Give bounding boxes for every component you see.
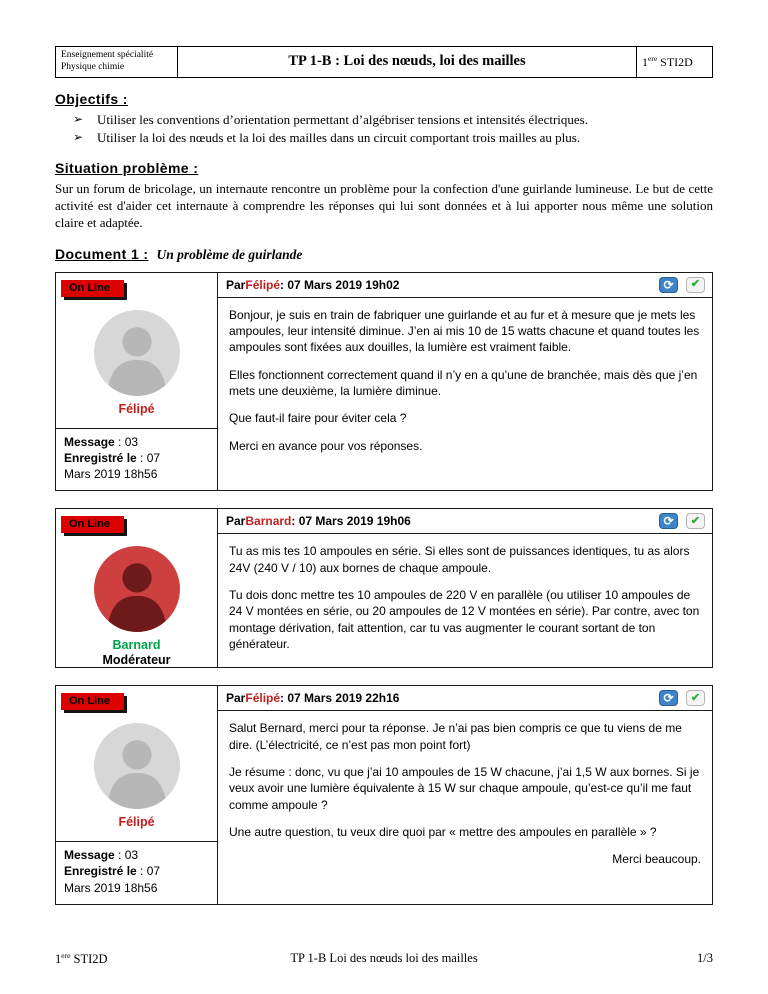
check-icon[interactable]: ✔ <box>686 690 705 706</box>
post-header-par: Par <box>226 691 246 706</box>
forum-post <box>55 508 713 668</box>
member-info <box>56 841 217 904</box>
post-header <box>218 509 712 534</box>
forum-post <box>55 685 713 905</box>
registered-label: Enregistré le <box>64 450 137 465</box>
registered-value: : 07 <box>136 864 161 879</box>
post-paragraph: Tu as mis tes 10 ampoules en série. Si elles sont de puissances identiques, tu as alors 24V (240 V / 10) aux bornes de chaque ampoule. <box>229 544 690 575</box>
forum-post <box>55 272 713 492</box>
footer-class-number: 1 <box>55 952 62 966</box>
page-footer <box>55 951 713 967</box>
member-registered-date: Mars 2019 18h56 <box>64 880 158 895</box>
post-body <box>218 298 712 466</box>
post-content-column <box>218 509 712 667</box>
post-header-par: Par <box>226 277 246 292</box>
member-role: Modérateur <box>102 653 171 668</box>
member-name: Félipé <box>118 401 155 416</box>
online-status-row <box>56 686 217 710</box>
header-class-level <box>636 47 712 77</box>
member-name: Félipé <box>118 815 155 830</box>
post-paragraph: Une autre question, tu veux dire quoi par « mettre des ampoules en parallèle » ? <box>229 824 657 839</box>
member-registered <box>64 863 209 879</box>
objectif-text: Utiliser la loi des nœuds et la loi des mailles dans un circuit comportant trois mailles au plus. <box>97 130 581 146</box>
class-ordinal: ere <box>648 54 658 63</box>
document1-subtitle: Un problème de guirlande <box>156 246 303 262</box>
speciality-line1: Enseignement spécialité <box>61 50 154 60</box>
class-number: 1 <box>642 55 648 69</box>
refresh-icon[interactable]: ⟳ <box>659 690 678 706</box>
member-info <box>56 428 217 491</box>
registered-value: : 07 <box>136 450 161 465</box>
post-header-date: : 07 Mars 2019 22h16 <box>280 691 400 706</box>
objectif-item <box>73 111 713 129</box>
page-title: TP 1-B : Loi des nœuds, loi des mailles <box>288 53 526 69</box>
check-icon[interactable]: ✔ <box>686 513 705 529</box>
online-status-badge: On Line <box>61 280 124 297</box>
post-content-column <box>218 686 712 904</box>
online-status-row <box>56 273 217 297</box>
post-member-column <box>56 273 218 491</box>
bullet-arrow-icon: ➢ <box>73 130 84 145</box>
post-author-name: Barnard <box>245 514 292 529</box>
message-value: : 03 <box>114 848 139 863</box>
post-paragraph: Tu dois donc mettre tes 10 ampoules de 220 V en parallèle (ou utiliser 10 ampoules de 24 V montées en série, ou 20 ampoules de 12 V montées en série). Par contre, avec ton montage dérivation, fait attention, car tu vas augmenter le courant sortant de ton générateur. <box>229 587 700 651</box>
post-header <box>218 273 712 298</box>
post-paragraph: Que faut-il faire pour éviter cela ? <box>229 411 407 426</box>
refresh-icon[interactable]: ⟳ <box>659 513 678 529</box>
post-paragraph: Bonjour, je suis en train de fabriquer une guirlande et au fur et à mesure que je mets les ampoules, leur intensité diminue. J’en ai mis 10 de 15 watts chacune et quand toutes les ampoules sont fixées aux douilles, la lumière est vraiment faible. <box>229 307 700 355</box>
person-silhouette-icon <box>94 723 180 809</box>
post-paragraph: Salut Bernard, merci pour ta réponse. Je n’ai pas bien compris ce que tu viens de me dire. (L’électricité, ce n’est pas mon point fort) <box>229 721 682 752</box>
post-paragraph: Merci en avance pour vos réponses. <box>229 438 423 453</box>
avatar <box>94 310 180 396</box>
online-status-badge: On Line <box>61 693 124 710</box>
member-registered <box>64 450 209 466</box>
class-name: STI2D <box>657 55 693 69</box>
member-message-count <box>64 434 209 450</box>
post-content-column <box>218 273 712 491</box>
header-speciality <box>56 47 178 77</box>
registered-label: Enregistré le <box>64 864 137 879</box>
footer-title: TP 1-B Loi des nœuds loi des mailles <box>290 950 478 965</box>
post-author-name: Félipé <box>245 691 281 706</box>
objectif-text: Utiliser les conventions d’orientation permettant d’algébriser tensions et intensités électriques. <box>97 111 588 127</box>
post-header <box>218 686 712 711</box>
document-header <box>55 46 713 78</box>
document1-heading: Document 1 : <box>55 245 149 262</box>
footer-class-level <box>55 951 175 967</box>
objectifs-heading: Objectifs : <box>55 90 128 107</box>
avatar <box>94 723 180 809</box>
bullet-arrow-icon: ➢ <box>73 111 84 126</box>
situation-heading: Situation problème : <box>55 159 199 176</box>
avatar <box>94 546 180 632</box>
post-header-par: Par <box>226 514 246 529</box>
person-silhouette-icon <box>94 546 180 632</box>
refresh-icon[interactable]: ⟳ <box>659 277 678 293</box>
post-author-name: Félipé <box>245 277 281 292</box>
post-body <box>218 534 712 664</box>
footer-class-name: STI2D <box>70 952 108 966</box>
check-icon[interactable]: ✔ <box>686 277 705 293</box>
message-label: Message <box>64 434 115 449</box>
post-header-date: : 07 Mars 2019 19h02 <box>280 277 400 292</box>
footer-class-ordinal: ere <box>61 950 71 960</box>
member-name: Barnard <box>112 638 161 653</box>
post-member-column <box>56 686 218 904</box>
post-paragraph: Je résume : donc, vu que j’ai 10 ampoules de 15 W chacune, j’ai 1,5 W aux bornes. Si je veux avoir une lumière équivalente à 15 W sur chaque ampoule, qu’est-ce qu’il me faut comme ampoule ? <box>229 764 700 812</box>
member-message-count <box>64 847 209 863</box>
person-silhouette-icon <box>94 310 180 396</box>
online-status-badge: On Line <box>61 516 124 533</box>
document1-heading-row <box>55 246 713 263</box>
situation-text: Sur un forum de bricolage, un internaute rencontre un problème pour la confection d'une guirlande lumineuse. Le but de cette activité est d'aider cet internaute à comprendre les réponses qui lui sont données et à lui apporter nous même une solution claire et adaptée. <box>55 180 713 231</box>
message-label: Message <box>64 848 115 863</box>
post-paragraph: Merci beaucoup. <box>612 852 701 867</box>
post-paragraph: Elles fonctionnent correctement quand il n’y en a qu’une de branchée, mais dès que j’en mets une deuxième, la lumière diminue. <box>229 367 698 398</box>
online-status-row <box>56 509 217 533</box>
objectif-item <box>73 129 713 147</box>
post-header-date: : 07 Mars 2019 19h06 <box>291 514 411 529</box>
post-body <box>218 711 712 879</box>
member-registered-date: Mars 2019 18h56 <box>64 467 158 482</box>
footer-page-number: 1/3 <box>697 950 713 965</box>
post-member-column <box>56 509 218 667</box>
message-value: : 03 <box>114 434 139 449</box>
speciality-line2: Physique chimie <box>61 61 125 72</box>
